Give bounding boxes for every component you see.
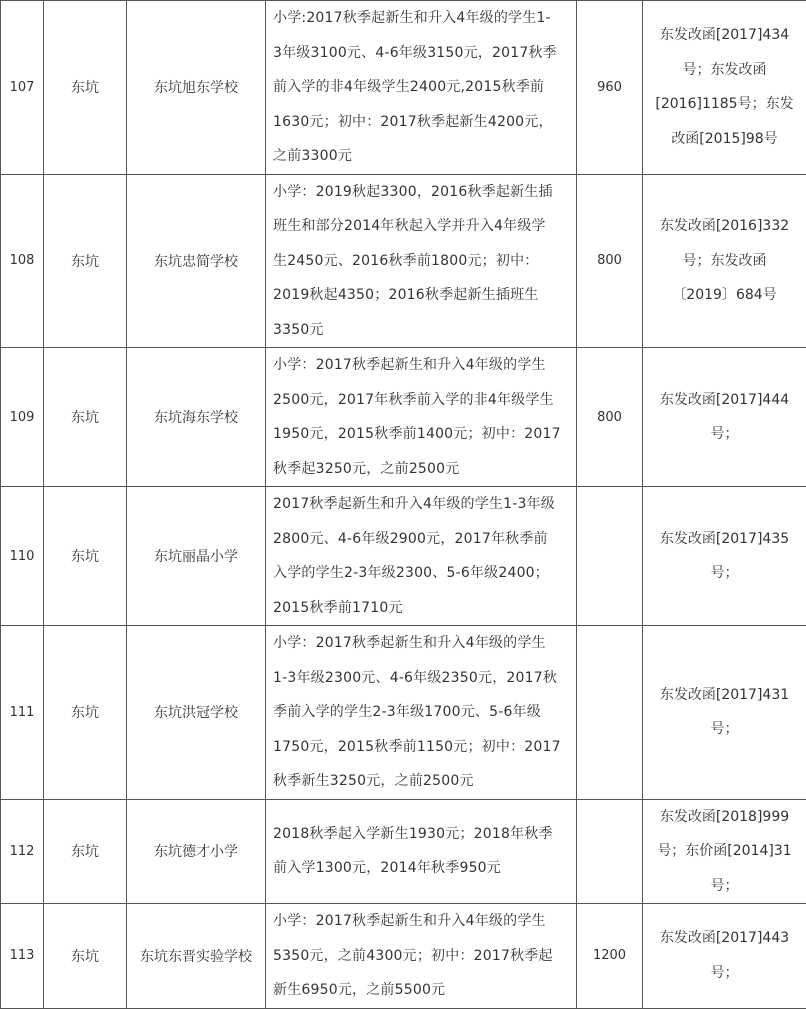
school-name: 东坑洪冠学校 — [127, 626, 266, 800]
doc-line: 号； — [651, 956, 798, 991]
town-name: 东坑 — [44, 348, 127, 487]
fee-line: 生2450元、2016秋季前1800元；初中： — [273, 244, 570, 279]
approval-document — [643, 348, 806, 487]
doc-line: 〔2019〕684号 — [651, 278, 798, 313]
town-name: 东坑 — [44, 487, 127, 626]
fee-description — [266, 348, 577, 487]
doc-line: 号； — [651, 417, 798, 452]
fee-line: 入学的学生2-3年级2300、5-6年级2400； — [273, 556, 570, 591]
doc-line: 改函[2015]98号 — [651, 122, 798, 157]
capacity — [577, 799, 643, 904]
town-name: 东坑 — [44, 904, 127, 1009]
fee-line: 新生6950元，之前5500元 — [273, 973, 570, 1008]
row-number: 113 — [1, 904, 44, 1009]
school-name: 东坑丽晶小学 — [127, 487, 266, 626]
fee-description — [266, 487, 577, 626]
fee-line: 2800元、4-6年级2900元，2017年秋季前 — [273, 522, 570, 557]
approval-document — [643, 904, 806, 1009]
town-name: 东坑 — [44, 626, 127, 800]
fee-description — [266, 174, 577, 348]
fee-line: 1950元，2015秋季前1400元；初中：2017 — [273, 417, 570, 452]
row-number: 108 — [1, 174, 44, 348]
table-row — [1, 904, 806, 1009]
fee-line: 2019秋起4350；2016秋季起新生插班生 — [273, 278, 570, 313]
fee-description — [266, 626, 577, 800]
fee-line: 1-3年级2300元、4-6年级2350元，2017秋 — [273, 661, 570, 696]
school-name: 东坑忠简学校 — [127, 174, 266, 348]
row-number: 111 — [1, 626, 44, 800]
doc-line: 号； — [651, 556, 798, 591]
capacity — [577, 487, 643, 626]
fee-line: 小学：2019秋起3300，2016秋季起新生插 — [273, 175, 570, 210]
table-body — [1, 1, 806, 1009]
fee-line: 小学:2017秋季起新生和升入4年级的学生1- — [273, 1, 570, 36]
fee-line: 前入学的非4年级学生2400元,2015秋季前 — [273, 70, 570, 105]
fee-description — [266, 1, 577, 175]
doc-line: 东发改函[2017]435 — [651, 522, 798, 557]
fee-line: 2015秋季前1710元 — [273, 591, 570, 626]
doc-line: 号； — [651, 869, 798, 904]
row-number: 112 — [1, 799, 44, 904]
fee-line: 2500元，2017年秋季前入学的非4年级学生 — [273, 383, 570, 418]
fee-line: 前入学1300元，2014年秋季950元 — [273, 851, 570, 886]
doc-line: 东发改函[2018]999 — [651, 800, 798, 835]
table-row — [1, 348, 806, 487]
row-number: 107 — [1, 1, 44, 175]
fee-line: 小学：2017秋季起新生和升入4年级的学生 — [273, 626, 570, 661]
fee-line: 2018秋季起入学新生1930元；2018年秋季 — [273, 817, 570, 852]
capacity: 800 — [577, 348, 643, 487]
fee-description — [266, 904, 577, 1009]
fee-line: 小学：2017秋季起新生和升入4年级的学生 — [273, 348, 570, 383]
capacity: 960 — [577, 1, 643, 175]
approval-document — [643, 487, 806, 626]
doc-line: 东发改函[2017]431 — [651, 678, 798, 713]
doc-line: 东发改函[2017]444 — [651, 383, 798, 418]
approval-document — [643, 626, 806, 800]
fee-line: 2017秋季起新生和升入4年级的学生1-3年级 — [273, 487, 570, 522]
row-number: 109 — [1, 348, 44, 487]
school-name: 东坑德才小学 — [127, 799, 266, 904]
doc-line: 号；东发改函 — [651, 244, 798, 279]
approval-document — [643, 799, 806, 904]
capacity — [577, 626, 643, 800]
fee-line: 小学：2017秋季起新生和升入4年级的学生 — [273, 904, 570, 939]
fee-line: 5350元，之前4300元；初中：2017秋季起 — [273, 939, 570, 974]
doc-line: 号；东价函[2014]31 — [651, 834, 798, 869]
capacity: 1200 — [577, 904, 643, 1009]
table-row — [1, 487, 806, 626]
school-name: 东坑东晋实验学校 — [127, 904, 266, 1009]
table-row — [1, 799, 806, 904]
town-name: 东坑 — [44, 1, 127, 175]
school-name: 东坑旭东学校 — [127, 1, 266, 175]
doc-line: 东发改函[2017]443 — [651, 921, 798, 956]
fee-line: 秋季起3250元，之前2500元 — [273, 452, 570, 487]
fee-line: 3年级3100元、4-6年级3150元，2017秋季 — [273, 36, 570, 71]
row-number: 110 — [1, 487, 44, 626]
fee-description — [266, 799, 577, 904]
fee-line: 之前3300元 — [273, 139, 570, 174]
fee-line: 季前入学的学生2-3年级1700元、5-6年级 — [273, 695, 570, 730]
fee-line: 1750元，2015秋季前1150元；初中：2017 — [273, 730, 570, 765]
table-row — [1, 626, 806, 800]
fee-line: 1630元；初中：2017秋季起新生4200元， — [273, 105, 570, 140]
town-name: 东坑 — [44, 799, 127, 904]
doc-line: 东发改函[2016]332 — [651, 209, 798, 244]
doc-line: 号； — [651, 712, 798, 747]
town-name: 东坑 — [44, 174, 127, 348]
doc-line: 号；东发改函 — [651, 53, 798, 88]
fee-line: 3350元 — [273, 313, 570, 348]
approval-document — [643, 1, 806, 175]
fee-line: 班生和部分2014年秋起入学并升入4年级学 — [273, 209, 570, 244]
doc-line: [2016]1185号；东发 — [651, 87, 798, 122]
school-name: 东坑海东学校 — [127, 348, 266, 487]
fee-line: 秋季新生3250元，之前2500元 — [273, 764, 570, 799]
capacity: 800 — [577, 174, 643, 348]
table-row — [1, 1, 806, 175]
doc-line: 东发改函[2017]434 — [651, 18, 798, 53]
table-row — [1, 174, 806, 348]
approval-document — [643, 174, 806, 348]
